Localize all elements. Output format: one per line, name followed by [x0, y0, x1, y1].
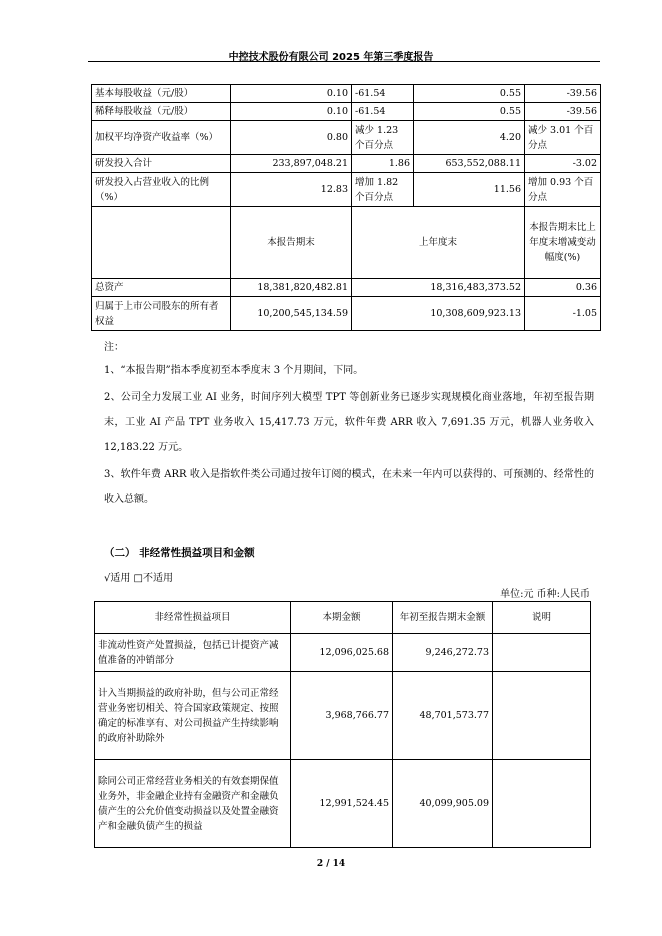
document-header: 中控技术股份有限公司 2025 年第三季度报告 [228, 52, 434, 63]
row-label: 研发投入占营业收入的比例（%） [92, 173, 231, 207]
non-recurring-gains-table [94, 601, 591, 848]
page-number: 2 / 14 [316, 859, 346, 869]
cell-value [493, 672, 591, 760]
cell-value: 10,308,609,923.13 [352, 297, 525, 331]
row-label: 总资产 [92, 279, 231, 297]
item-cell: 计入当期损益的政府补助，但与公司正常经营业务密切相关、符合国家政策规定、按照确定的标准享有、对公司损益产生持续影响的政府补助除外 [95, 672, 291, 760]
cell-value: 9,246,272.73 [393, 634, 493, 672]
cell-value: 3,968,766.77 [291, 672, 393, 760]
cell-value: 10,200,545,134.59 [231, 297, 352, 331]
applicability-checkbox: √适用 □不适用 [104, 573, 173, 584]
column-header: 说明 [493, 602, 591, 634]
header-divider [88, 61, 600, 62]
note-3: 3、软件年费 ARR 收入是指软件类公司通过按年订阅的模式，在未来一年内可以获得的、可预测的、经常性的收入总额。 [104, 469, 594, 505]
cell-value: 40,099,905.09 [393, 760, 493, 848]
note-1: 1、“本报告期”指本季度初至本季度末 3 个月期间，下同。 [104, 365, 364, 376]
table-row [92, 173, 601, 207]
cell-value: 0.10 [231, 103, 352, 121]
table-row [95, 672, 591, 760]
table-row [92, 279, 601, 297]
cell-value: 18,381,820,482.81 [231, 279, 352, 297]
cell-value: -3.02 [525, 155, 601, 173]
table-row [92, 85, 601, 103]
cell-value [493, 634, 591, 672]
cell-value: 12.83 [231, 173, 352, 207]
empty-cell [92, 207, 231, 279]
column-header: 本期金额 [291, 602, 393, 634]
column-header: 本报告期末比上年度末增减变动幅度(%) [525, 207, 601, 279]
cell-value: 653,552,088.11 [414, 155, 525, 173]
cell-value: -61.54 [352, 85, 414, 103]
cell-value: -61.54 [352, 103, 414, 121]
table-subheader-row [92, 207, 601, 279]
cell-value: 12,991,524.45 [291, 760, 393, 848]
row-label: 研发投入合计 [92, 155, 231, 173]
table-row [92, 103, 601, 121]
section-title: （二） 非经常性损益项目和金额 [104, 547, 255, 559]
cell-value: 增加 0.93 个百分点 [525, 173, 601, 207]
cell-value: 减少 1.23 个百分点 [352, 121, 414, 155]
cell-value: 0.55 [414, 103, 525, 121]
table-row [95, 634, 591, 672]
cell-value: -39.56 [525, 103, 601, 121]
column-header: 非经常性损益项目 [95, 602, 291, 634]
cell-value: 减少 3.01 个百分点 [525, 121, 601, 155]
row-label: 归属于上市公司股东的所有者权益 [92, 297, 231, 331]
cell-value: 18,316,483,373.52 [352, 279, 525, 297]
note-2: 2、公司全力发展工业 AI 业务，时间序列大模型 TPT 等创新业务已逐步实现规模化商业落地，年初至报告期末，工业 AI 产品 TPT 业务收入 15,417.73 万元，软件年费 ARR 收入 7,691.35 万元，机器人业务收入 12,183.22 万元。 [104, 392, 594, 453]
table-row [92, 155, 601, 173]
cell-value: 12,096,025.68 [291, 634, 393, 672]
row-label: 加权平均净资产收益率（%） [92, 121, 231, 155]
column-header: 上年度末 [352, 207, 525, 279]
table-row [92, 121, 601, 155]
cell-value: 48,701,573.77 [393, 672, 493, 760]
cell-value: 1.86 [352, 155, 414, 173]
cell-value [493, 760, 591, 848]
unit-label: 单位:元 币种:人民币 [500, 589, 590, 600]
column-header: 本报告期末 [231, 207, 352, 279]
cell-value: 0.80 [231, 121, 352, 155]
key-financial-table [91, 84, 601, 331]
cell-value: -39.56 [525, 85, 601, 103]
cell-value: 233,897,048.21 [231, 155, 352, 173]
cell-value: 增加 1.82 个百分点 [352, 173, 414, 207]
cell-value: 0.36 [525, 279, 601, 297]
notes-title: 注： [104, 342, 124, 353]
item-cell: 除同公司正常经营业务相关的有效套期保值业务外，非金融企业持有金融资产和金融负债产生的公允价值变动损益以及处置金融资产和金融负债产生的损益 [95, 760, 291, 848]
table-row [95, 760, 591, 848]
table-row [92, 297, 601, 331]
cell-value: 11.56 [414, 173, 525, 207]
cell-value: -1.05 [525, 297, 601, 331]
row-label: 稀释每股收益（元/股） [92, 103, 231, 121]
row-label: 基本每股收益（元/股） [92, 85, 231, 103]
table-header-row [95, 602, 591, 634]
cell-value: 0.10 [231, 85, 352, 103]
column-header: 年初至报告期末金额 [393, 602, 493, 634]
item-cell: 非流动性资产处置损益，包括已计提资产减值准备的冲销部分 [95, 634, 291, 672]
cell-value: 4.20 [414, 121, 525, 155]
cell-value: 0.55 [414, 85, 525, 103]
